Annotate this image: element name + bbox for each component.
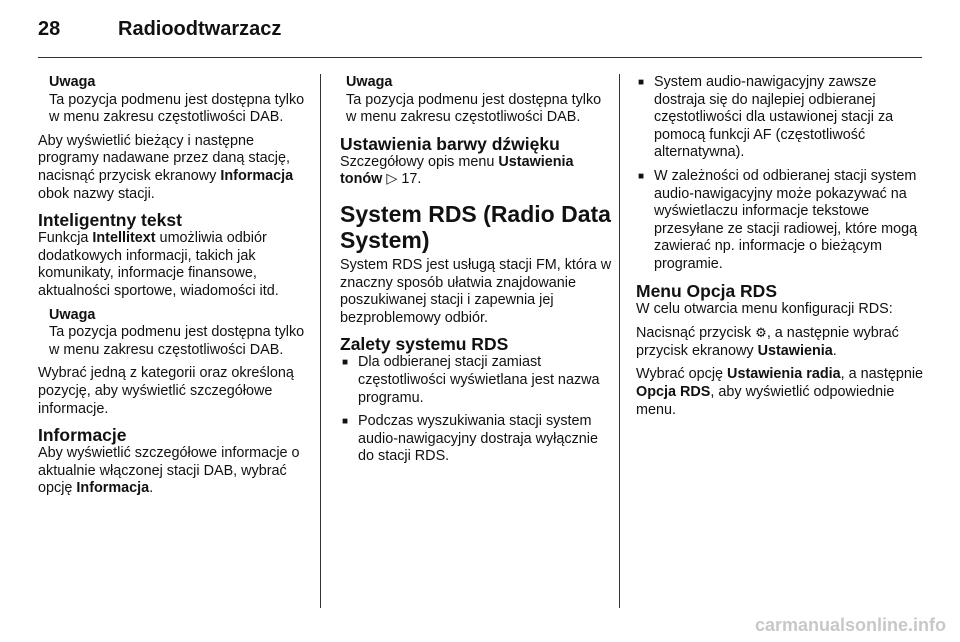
- note-text: Ta pozycja podmenu jest dostępna tylko w menu zakresu częstotliwości DAB.: [49, 91, 305, 126]
- column-3: [636, 74, 926, 425]
- list-item: ■ Dla odbieranej stacji zamiast częstotliwości wyświetlana jest nazwa programu.: [340, 354, 612, 407]
- page-number: 28: [38, 18, 61, 40]
- paragraph: Wybrać jedną z kategorii oraz określoną pozycję, aby wyświetlić szczegółowe informacje.: [38, 365, 294, 417]
- paragraph: System RDS jest usługą stacji FM, która w znaczny sposób ułatwia znajdowanie poszukiwanej stacji i zapewnia jej bezproblemowy odbiór.: [340, 256, 612, 326]
- section-heading-intellitext: Inteligentny tekst: [38, 210, 182, 231]
- section-heading-rds: System RDS (Radio Data System): [340, 200, 611, 253]
- section-heading-informacje: Informacje: [38, 425, 127, 446]
- list-item: ■ Podczas wyszukiwania stacji system audio-nawigacyjny dostraja wyłącznie do stacji RDS.: [340, 413, 612, 466]
- paragraph: Aby wyświetlić szczegółowe informacje o aktualnie włączonej stacji DAB, wybrać opcję Informacja.: [38, 445, 300, 497]
- note-box: [49, 307, 308, 360]
- note-title: Uwaga: [49, 74, 96, 90]
- bullet-list: [636, 74, 926, 274]
- paragraph: Wybrać opcję Ustawienia radia, a następnie Opcja RDS, aby wyświetlić odpowiednie menu.: [636, 366, 924, 418]
- page-title: Radioodtwarzacz: [118, 18, 282, 40]
- note-box: [49, 74, 308, 127]
- paragraph: Funkcja Intellitext umożliwia odbiór dodatkowych informacji, takich jak komunikaty, informacje finansowe, aktualności sportowe, wiadomości itd.: [38, 230, 279, 299]
- section-heading-tone: Ustawienia barwy dźwięku: [340, 133, 560, 154]
- column-divider-1: [320, 74, 321, 608]
- note-title: Uwaga: [346, 74, 393, 90]
- page-reference: ▷ 17.: [382, 171, 422, 188]
- column-divider-2: [619, 74, 620, 608]
- list-item: ■ W zależności od odbieranej stacji system audio-nawigacyjny może pokazywać na wyświetlaczu informacje tekstowe przesyłane ze stacji radiowej, które mogą zawierać np. informacje o bieżącym programie.: [636, 168, 926, 274]
- section-heading-rds-menu: Menu Opcja RDS: [636, 280, 777, 301]
- column-2: [340, 74, 612, 472]
- paragraph: Nacisnąć przycisk ⚙, a następnie wybrać przycisk ekranowy Ustawienia.: [636, 325, 899, 359]
- note-text: Ta pozycja podmenu jest dostępna tylko w menu zakresu częstotliwości DAB.: [346, 91, 602, 126]
- note-text: Ta pozycja podmenu jest dostępna tylko w menu zakresu częstotliwości DAB.: [49, 324, 305, 358]
- settings-icon: ⚙: [755, 325, 767, 341]
- section-heading-rds-advantages: Zalety systemu RDS: [340, 334, 509, 355]
- column-1: [38, 74, 308, 504]
- paragraph: W celu otwarcia menu konfiguracji RDS:: [636, 300, 893, 317]
- bullet-list: [340, 354, 612, 466]
- list-item: ■ System audio-nawigacyjny zawsze dostraja się do najlepiej odbieranej częstotliwości dla ustawionej stacji za pomocą funkcji AF (częstotliwość alternatywna).: [636, 74, 926, 162]
- watermark: carmanualsonline.info: [754, 615, 946, 635]
- button-reference: Informacja: [220, 167, 294, 184]
- header-rule: [38, 57, 922, 58]
- note-title: Uwaga: [49, 306, 96, 323]
- note-box: [346, 74, 612, 127]
- paragraph: Aby wyświetlić bieżący i następne programy nadawane przez daną stację, nacisnąć przycisk ekranowy Informacja obok nazwy stacji.: [38, 132, 294, 202]
- paragraph: Szczegółowy opis menu Ustawienia tonów ▷ 17.: [340, 153, 574, 188]
